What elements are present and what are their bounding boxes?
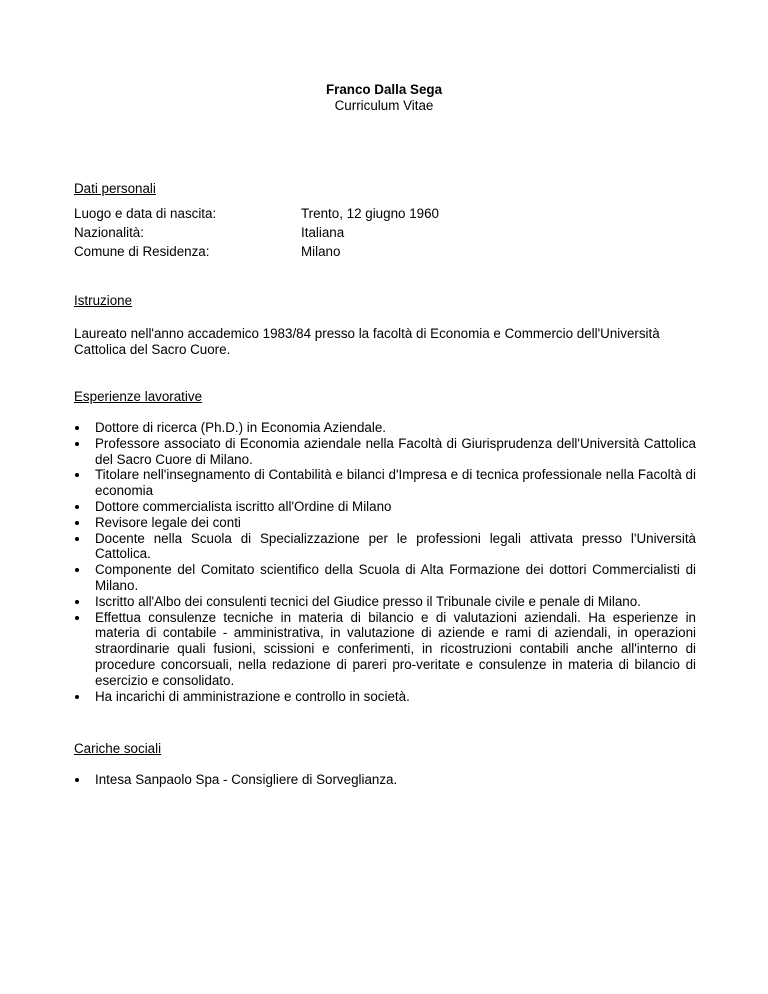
list-item: [74, 515, 696, 531]
personal-row-residence: [74, 242, 439, 261]
list-item: [74, 772, 696, 788]
list-item-text: Dottore commercialista iscritto all'Ordine di Milano: [95, 498, 392, 514]
personal-label: Luogo e data di nascita:: [74, 206, 217, 221]
list-item-text: Revisore legale dei conti: [95, 514, 241, 530]
personal-label: Nazionalità:: [74, 225, 144, 240]
list-item: [74, 531, 696, 563]
experience-list: [74, 420, 696, 704]
bullet-icon: [75, 442, 79, 446]
personal-value: Italiana: [301, 225, 345, 240]
section-title-positions: Cariche sociali: [74, 741, 162, 756]
list-item: [74, 499, 696, 515]
bullet-icon: [75, 616, 79, 620]
bullet-icon: [75, 473, 79, 477]
document-subtitle: Curriculum Vitae: [334, 97, 434, 113]
list-item-text: Titolare nell'insegnamento di Contabilità e bilanci d'Impresa e di tecnica professionale nella Facoltà di economia: [95, 467, 696, 499]
personal-value: Milano: [301, 244, 341, 259]
list-item: [74, 610, 696, 689]
list-item-text: Dottore di ricerca (Ph.D.) in Economia Aziendale.: [95, 420, 387, 435]
bullet-icon: [75, 568, 79, 572]
bullet-icon: [75, 695, 79, 699]
list-item: [74, 467, 696, 499]
list-item-text: Professore associato di Economia aziendale nella Facoltà di Giurisprudenza dell'Università Cattolica del Sacro Cuore di Milano.: [95, 435, 696, 467]
personal-value: Trento, 12 giugno 1960: [301, 206, 439, 221]
list-item: [74, 562, 696, 594]
bullet-icon: [75, 505, 79, 509]
education-text: Laureato nell'anno accademico 1983/84 presso la facoltà di Economia e Commercio dell'Università Cattolica del Sacro Cuore.: [74, 326, 660, 357]
personal-row-birth: [74, 204, 439, 223]
section-title-experience: Esperienze lavorative: [74, 389, 203, 404]
list-item: [74, 689, 696, 705]
personal-details: [74, 204, 439, 261]
personal-row-nationality: [74, 223, 439, 242]
bullet-icon: [75, 778, 79, 782]
list-item-text: Ha incarichi di amministrazione e controllo in società.: [95, 688, 410, 704]
personal-label: Comune di Residenza:: [74, 244, 210, 259]
list-item: [74, 436, 696, 468]
document-header: [0, 82, 768, 114]
list-item: [74, 594, 696, 610]
section-title-education: Istruzione: [74, 293, 133, 308]
positions-list: [74, 772, 696, 788]
list-item-text: Intesa Sanpaolo Spa - Consigliere di Sorveglianza.: [95, 772, 398, 787]
list-item-text: Iscritto all'Albo dei consulenti tecnici del Giudice presso il Tribunale civile e penale di Milano.: [95, 593, 641, 609]
bullet-icon: [75, 600, 79, 604]
bullet-icon: [75, 521, 79, 525]
list-item-text: Effettua consulenze tecniche in materia di bilancio e di valutazioni aziendali. Ha esperienze in materia di contabile - amministrativa, in valutazione di aziende e rami di aziendali, in operazioni straordinarie quali fusioni, scissioni e conferimenti, in ricostruzioni contabili anche all'interno di procedure concorsuali, nella redazione di pareri pro-veritate e consulenze in materia di bilancio di esercizio e consolidato.: [95, 609, 696, 688]
person-name: Franco Dalla Sega: [325, 82, 443, 97]
section-title-personal: Dati personali: [74, 181, 156, 196]
bullet-icon: [75, 537, 79, 541]
list-item-text: Docente nella Scuola di Specializzazione per le professioni legali attivata presso l'Università Cattolica.: [95, 530, 696, 562]
list-item-text: Componente del Comitato scientifico della Scuola di Alta Formazione dei dottori Commercialisti di Milano.: [95, 562, 696, 593]
list-item: [74, 420, 696, 436]
bullet-icon: [75, 426, 79, 430]
